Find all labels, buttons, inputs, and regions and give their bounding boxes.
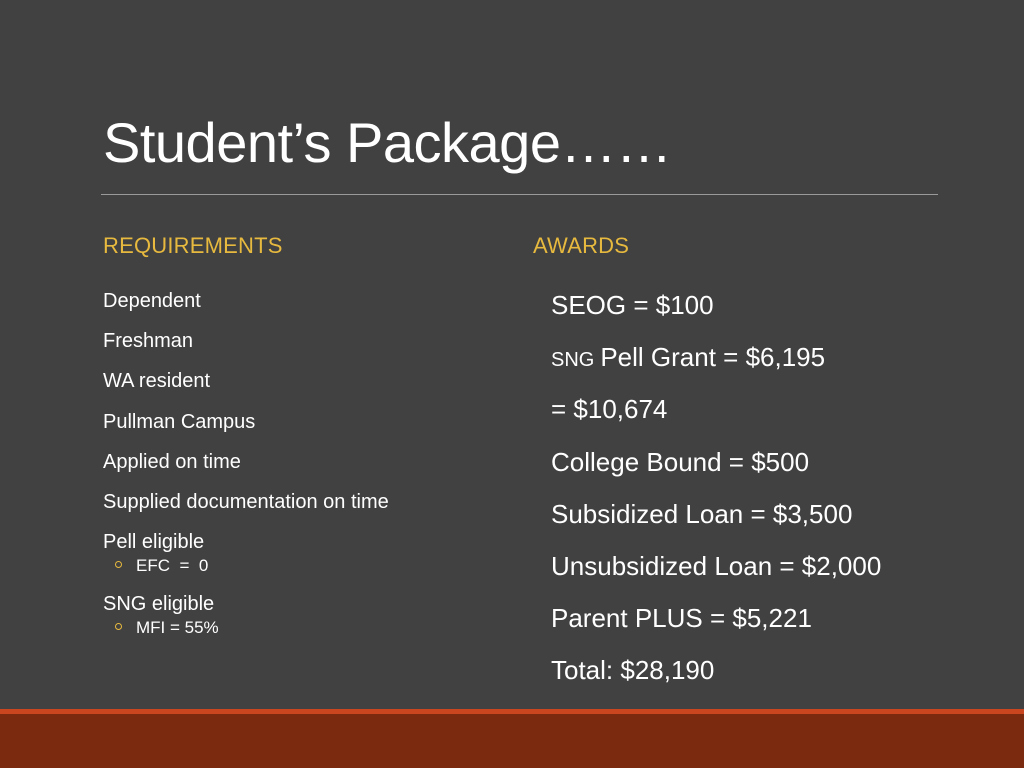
footer-band <box>0 714 1024 768</box>
awards-heading: AWARDS <box>533 233 630 258</box>
sub-requirement-mfi <box>103 617 389 639</box>
award-college-bound: College Bound = $500 <box>551 446 810 477</box>
requirement-pullman-campus: Pullman Campus <box>103 410 256 433</box>
award-total: Total: $28,190 <box>551 655 715 686</box>
ring-bullet-icon <box>115 561 122 568</box>
award-sng-total: = $10,674 <box>551 394 668 425</box>
award-subsidized-loan: Subsidized Loan = $3,500 <box>551 498 853 529</box>
sub-requirement-efc-text: EFC = 0 <box>136 556 209 576</box>
award-pell-prefix: SNG <box>551 349 595 372</box>
requirement-freshman: Freshman <box>103 330 194 353</box>
requirement-pell-eligible: Pell eligible <box>103 531 205 554</box>
award-unsubsidized-loan: Unsubsidized Loan = $2,000 <box>551 550 882 581</box>
requirement-applied-on-time: Applied on time <box>103 450 241 473</box>
requirements-heading: REQUIREMENTS <box>103 233 283 258</box>
requirement-dependent: Dependent <box>103 290 201 312</box>
sub-requirement-efc <box>103 555 389 577</box>
requirement-wa-resident: WA resident <box>103 370 211 393</box>
requirements-list <box>103 288 389 653</box>
award-parent-plus: Parent PLUS = $5,221 <box>551 603 812 634</box>
slide-title: Student’s Package…… <box>103 111 672 174</box>
award-pell-text: Pell Grant = $6,195 <box>600 342 826 373</box>
award-seog: SEOG = $100 <box>551 290 714 320</box>
requirement-documentation: Supplied documentation on time <box>103 490 389 513</box>
ring-bullet-icon <box>115 623 122 630</box>
sub-requirement-mfi-text: MFI = 55% <box>136 618 219 638</box>
awards-list <box>551 288 881 706</box>
award-pell-grant <box>551 340 881 374</box>
title-divider <box>101 194 938 195</box>
requirement-sng-eligible: SNG eligible <box>103 593 215 616</box>
